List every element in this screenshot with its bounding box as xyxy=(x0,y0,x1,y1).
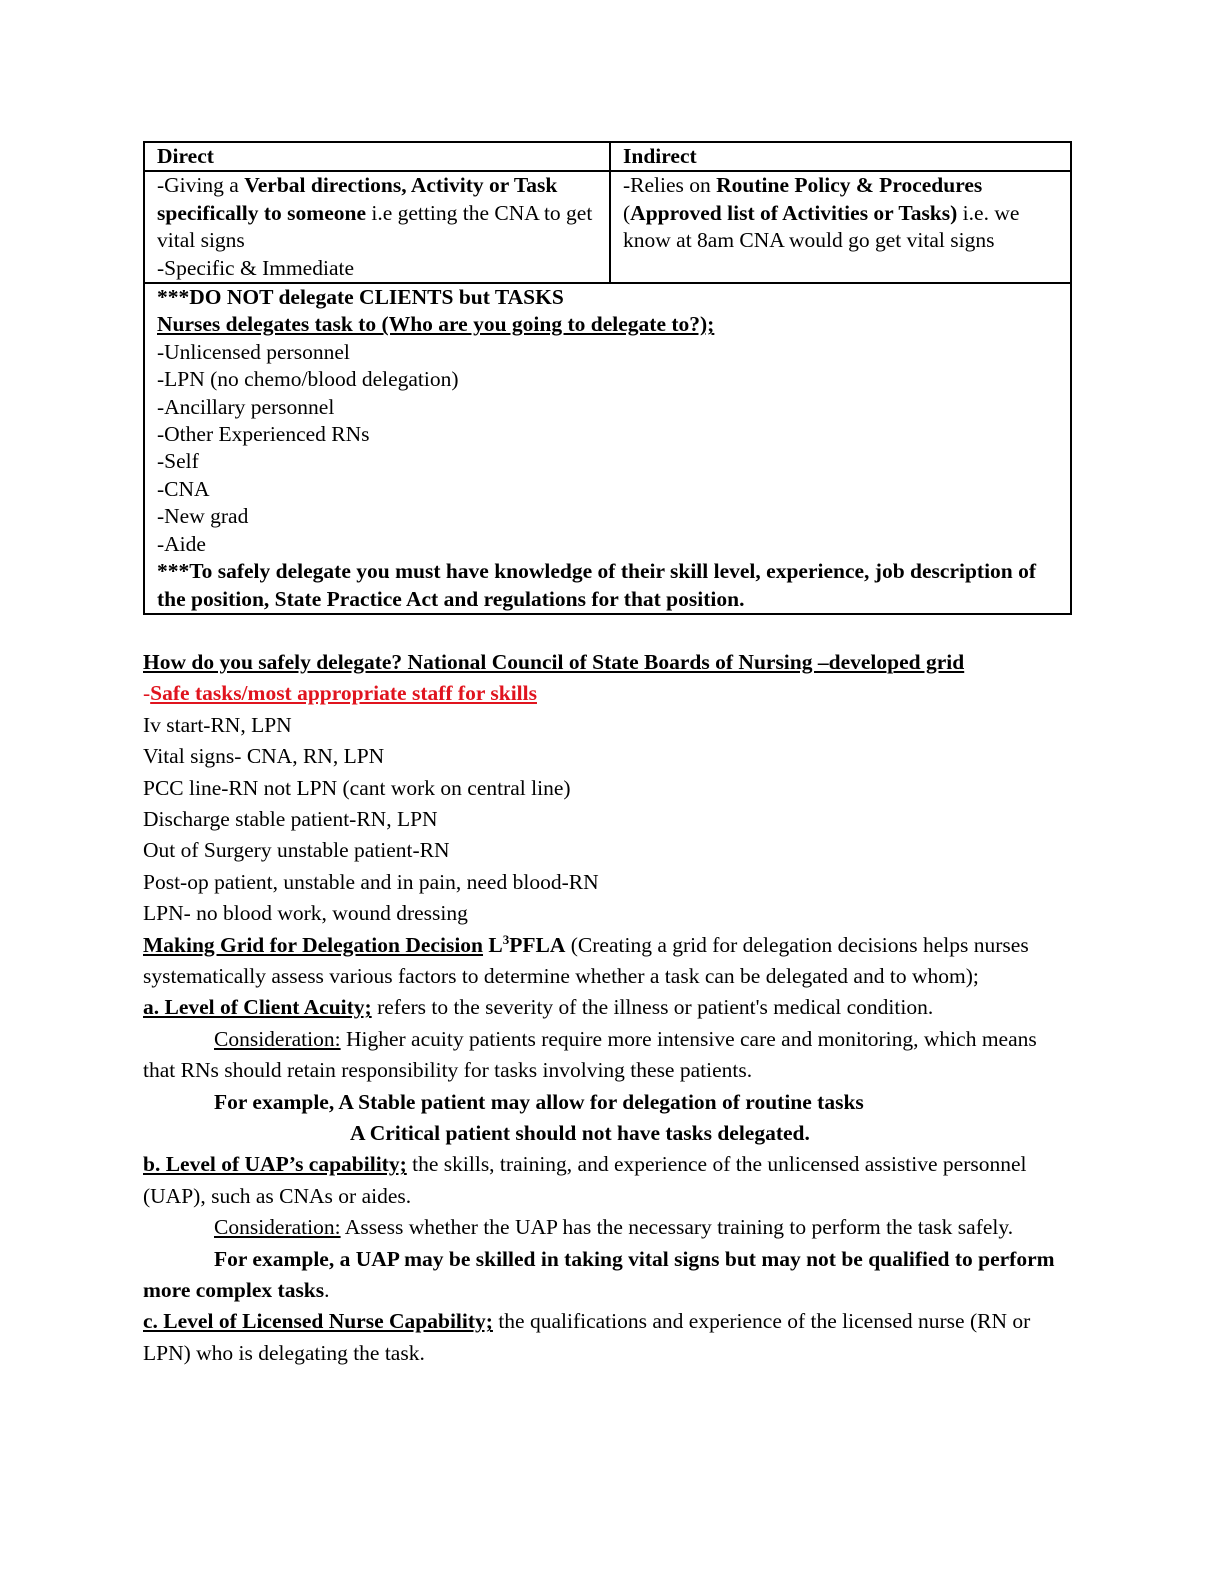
table-header-row xyxy=(144,142,1071,171)
list-item: Discharge stable patient-RN, LPN xyxy=(143,806,438,831)
mnemonic-l: L xyxy=(488,932,503,957)
list-item: -CNA xyxy=(157,476,210,501)
item-b-example-text: For example, a UAP may be skilled in taking vital signs but may not be qualified to perform more complex tasks xyxy=(143,1246,1055,1303)
item-a-text: refers to the severity of the illness or patient's medical condition. xyxy=(371,995,934,1020)
section-heading-ncsbn: How do you safely delegate? National Council of State Boards of Nursing –developed grid xyxy=(143,649,965,674)
red-dash: - xyxy=(143,681,151,706)
list-item: -Ancillary personnel xyxy=(157,394,335,419)
note-delegates-heading: Nurses delegates task to (Who are you going to delegate to?); xyxy=(157,312,715,337)
item-b-text: the skills, training, and experience of the unlicensed assistive personnel (UAP), such as CNAs or aides. xyxy=(143,1152,1027,1208)
item-a-consideration xyxy=(143,1024,1073,1087)
list-item: PCC line-RN not LPN (cant work on central line) xyxy=(143,775,571,800)
grid-heading: Making Grid for Delegation Decision xyxy=(143,932,484,957)
item-c-text: the qualifications and experience of the licensed nurse (RN or LPN) who is delegating the task. xyxy=(143,1309,1031,1365)
item-b-example-end: . xyxy=(324,1278,330,1303)
item-a-label: a. Level of Client Acuity; xyxy=(143,995,372,1020)
table-row xyxy=(144,171,1071,283)
direct-text-2: i.e getting the CNA to get vital signs xyxy=(157,200,593,253)
item-a-example-2: A Critical patient should not have tasks delegated. xyxy=(350,1121,810,1145)
note-do-not-delegate: ***DO NOT delegate CLIENTS but TASKS xyxy=(157,285,564,310)
consideration-text: Assess whether the UAP has the necessary training to perform the task safely. xyxy=(340,1215,1014,1240)
header-indirect: Indirect xyxy=(610,142,1071,171)
list-item: -Other Experienced RNs xyxy=(157,422,370,447)
indirect-text-1: -Relies on xyxy=(623,173,717,198)
list-item: Post-op patient, unstable and in pain, need blood-RN xyxy=(143,869,599,894)
mnemonic xyxy=(488,933,565,957)
list-item: -Aide xyxy=(157,531,206,556)
indirect-cell xyxy=(610,171,1071,283)
grid-intro-paragraph xyxy=(143,930,1073,993)
item-a xyxy=(143,992,1073,1023)
list-item: LPN- no blood work, wound dressing xyxy=(143,901,468,926)
list-item: -New grad xyxy=(157,504,249,529)
list-item: -Self xyxy=(157,449,199,474)
indirect-bold-2: Approved list of Activities or Tasks) xyxy=(630,200,958,225)
header-direct: Direct xyxy=(144,142,610,171)
direct-cell xyxy=(144,171,610,283)
mnemonic-rest: PFLA xyxy=(509,932,566,957)
item-b-example xyxy=(143,1244,1073,1307)
consideration-label: Consideration: xyxy=(214,1026,341,1051)
document-body xyxy=(143,647,1073,1369)
direct-text-1: -Giving a xyxy=(157,173,245,198)
item-c-label: c. Level of Licensed Nurse Capability; xyxy=(143,1309,493,1334)
consideration-text: Higher acuity patients require more intensive care and monitoring, which means that RNs should retain responsibility for tasks involving these patients. xyxy=(143,1026,1037,1083)
item-c xyxy=(143,1306,1073,1369)
item-b-label: b. Level of UAP’s capability; xyxy=(143,1152,407,1177)
item-b xyxy=(143,1149,1073,1212)
list-item: -Unlicensed personnel xyxy=(157,339,350,364)
indirect-bold-1: Routine Policy & Procedures xyxy=(716,173,983,198)
indirect-text-2: ( xyxy=(623,200,631,225)
table-row xyxy=(144,283,1071,614)
document-page xyxy=(143,141,1073,1369)
item-b-consideration xyxy=(143,1212,1073,1243)
indirect-text-3: i.e. we know at 8am CNA would go get vital signs xyxy=(623,200,1020,253)
safe-tasks-subheading xyxy=(143,678,1073,709)
item-a-example-1: For example, A Stable patient may allow for delegation of routine tasks xyxy=(214,1089,864,1114)
direct-bold-1: Verbal directions, Activity or Task specifically to someone xyxy=(157,173,558,225)
list-item: Vital signs- CNA, RN, LPN xyxy=(143,744,385,769)
delegation-table xyxy=(143,141,1072,615)
safe-tasks-text: Safe tasks/most appropriate staff for skills xyxy=(150,681,537,706)
delegation-notes-cell xyxy=(144,283,1071,614)
list-item: Out of Surgery unstable patient-RN xyxy=(143,838,450,863)
list-item: Iv start-RN, LPN xyxy=(143,712,292,737)
consideration-label: Consideration: xyxy=(214,1215,341,1240)
note-safely-delegate: ***To safely delegate you must have knowledge of their skill level, experience, job description of the position, State Practice Act and regulations for that position. xyxy=(157,559,1037,611)
grid-intro-text: (Creating a grid for delegation decisions helps nurses systematically assess various factors to determine whether a task can be delegated and to whom); xyxy=(143,932,1029,988)
direct-text-3: -Specific & Immediate xyxy=(157,255,355,280)
mnemonic-superscript: 3 xyxy=(502,931,510,947)
list-item: -LPN (no chemo/blood delegation) xyxy=(157,367,459,392)
